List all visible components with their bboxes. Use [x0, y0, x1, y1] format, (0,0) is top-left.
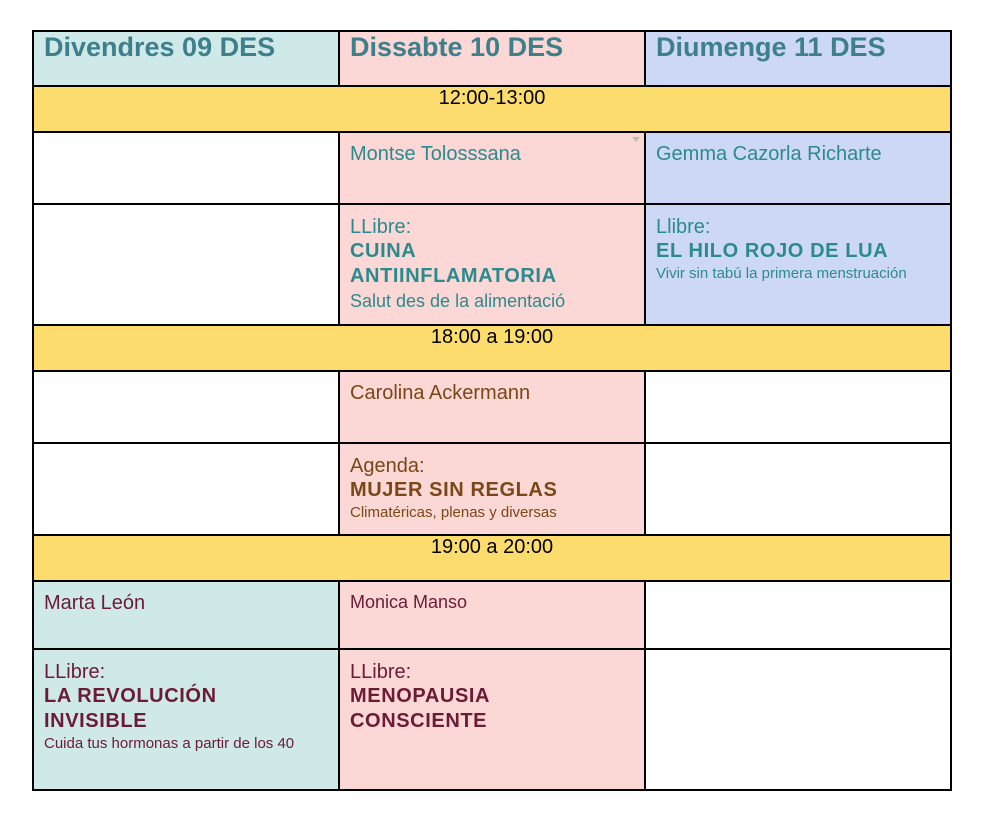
schedule-table: [32, 30, 952, 791]
book-subtitle: Salut des de la alimentació: [350, 291, 566, 311]
header-row: [33, 31, 951, 86]
empty-cell: [645, 443, 951, 535]
schedule-row: [33, 581, 951, 649]
speaker-name: Monica Manso: [350, 592, 468, 612]
empty-cell: [33, 443, 339, 535]
book-cell[interactable]: [33, 649, 339, 790]
book-title: INVISIBLE: [44, 710, 148, 732]
book-subtitle: Climatéricas, plenas y diversas: [350, 504, 557, 521]
time-slot-3: 19:00 a 20:00: [33, 535, 951, 581]
book-title: MUJER SIN REGLAS: [350, 479, 558, 501]
empty-cell: [645, 581, 951, 649]
empty-cell: [33, 371, 339, 443]
book-title: CONSCIENTE: [350, 710, 488, 732]
speaker-name: Gemma Cazorla Richarte: [656, 143, 882, 165]
book-title: MENOPAUSIA: [350, 685, 491, 707]
speaker-name: Montse Tolosssana: [350, 143, 521, 165]
book-cell[interactable]: [339, 443, 645, 535]
book-title: EL HILO ROJO DE LUA: [656, 240, 889, 262]
speaker-cell[interactable]: [339, 371, 645, 443]
speaker-name: Carolina Ackermann: [350, 382, 531, 404]
book-label: LLibre:: [350, 661, 412, 683]
time-slot-2: 18:00 a 19:00: [33, 325, 951, 371]
header-friday: Divendres 09 DES: [33, 31, 339, 86]
speaker-cell[interactable]: [645, 132, 951, 204]
header-saturday: Dissabte 10 DES: [339, 31, 645, 86]
book-title: LA REVOLUCIÓN: [44, 685, 217, 707]
schedule-row: [33, 649, 951, 790]
book-label: Agenda:: [350, 455, 425, 477]
time-slot-row: [33, 325, 951, 371]
time-slot-row: [33, 86, 951, 132]
book-cell[interactable]: [645, 204, 951, 325]
time-slot-row: [33, 535, 951, 581]
schedule-row: [33, 371, 951, 443]
book-subtitle: Cuida tus hormonas a partir de los 40: [44, 735, 295, 752]
speaker-cell[interactable]: [33, 581, 339, 649]
time-slot-1: 12:00-13:00: [33, 86, 951, 132]
book-cell[interactable]: [339, 649, 645, 790]
book-subtitle: Vivir sin tabú la primera menstruación: [656, 265, 907, 282]
book-label: Llibre:: [656, 216, 711, 238]
empty-cell: [33, 204, 339, 325]
book-label: LLibre:: [44, 661, 106, 683]
schedule-row: [33, 204, 951, 325]
speaker-cell[interactable]: [339, 581, 645, 649]
book-title: ANTIINFLAMATORIA: [350, 265, 557, 287]
empty-cell: [645, 371, 951, 443]
dropdown-arrow-icon[interactable]: [632, 137, 640, 142]
schedule-row: [33, 132, 951, 204]
book-label: LLibre:: [350, 216, 412, 238]
empty-cell: [33, 132, 339, 204]
schedule-row: [33, 443, 951, 535]
header-sunday: Diumenge 11 DES: [645, 31, 951, 86]
empty-cell: [645, 649, 951, 790]
speaker-cell[interactable]: [339, 132, 645, 204]
speaker-name: Marta León: [44, 592, 146, 614]
book-cell[interactable]: [339, 204, 645, 325]
book-title: CUINA: [350, 240, 417, 262]
